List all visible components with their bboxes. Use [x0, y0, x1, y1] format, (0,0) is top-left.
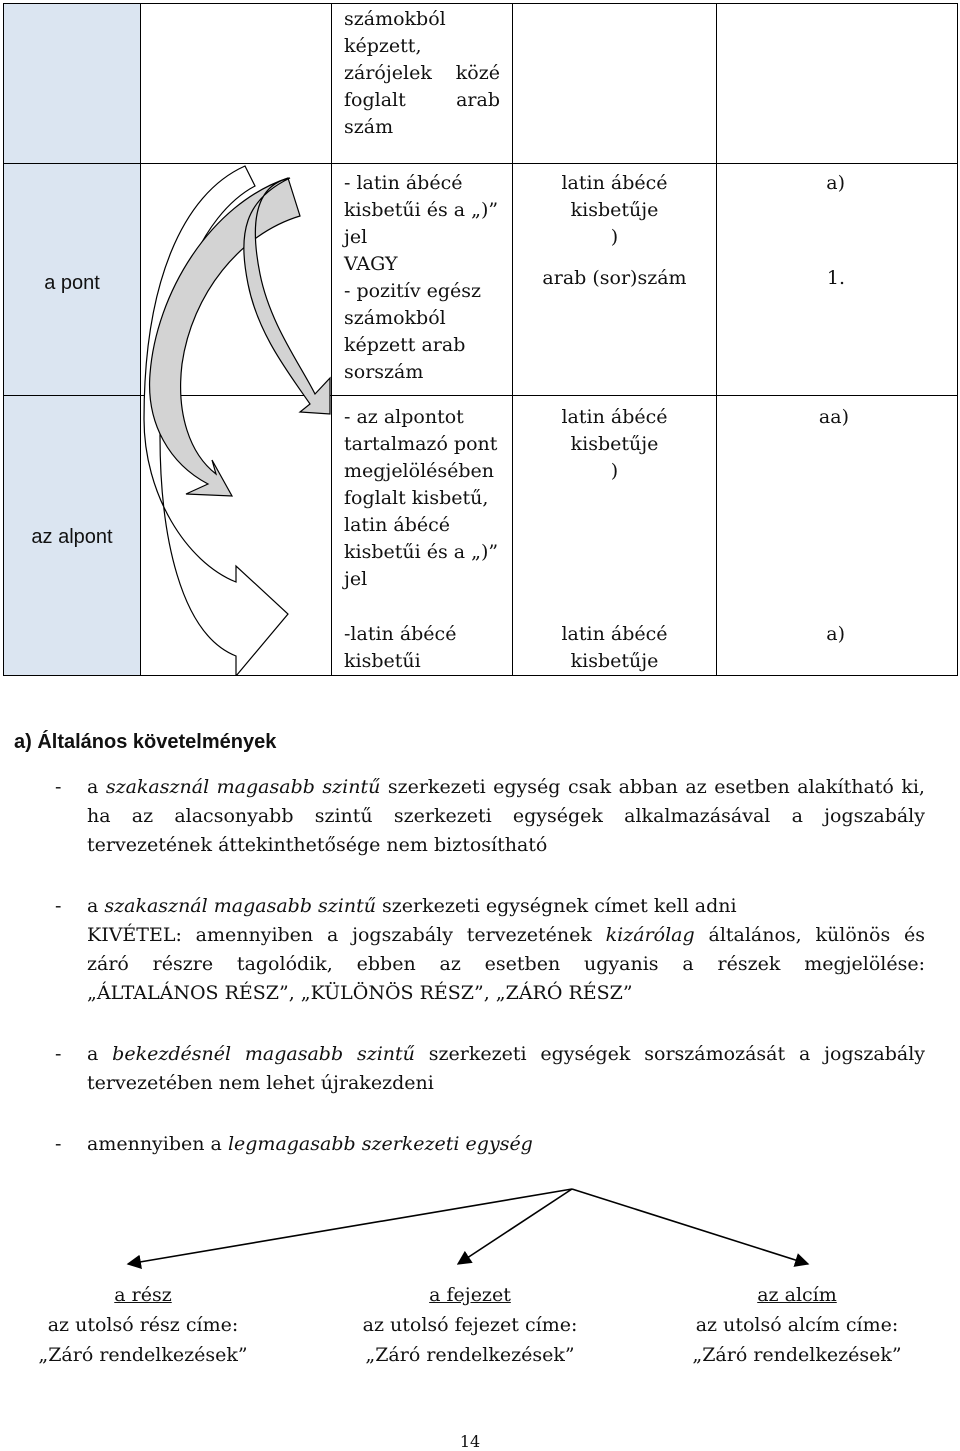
branch-line: „Záró rendelkezések” — [365, 1344, 575, 1366]
description-line: kisbetűi és a „)” — [344, 199, 499, 221]
bullet-item — [55, 1130, 925, 1159]
table-top-border — [3, 3, 958, 4]
row-0-description — [344, 6, 500, 141]
description-line: megjelölésében — [344, 460, 495, 482]
bullet-line — [87, 921, 925, 950]
arrow-right-icon — [572, 1189, 808, 1264]
description-line: jel — [344, 568, 368, 590]
branch-line: az utolsó fejezet címe: — [362, 1314, 578, 1336]
description-line: foglalt arab — [344, 89, 500, 111]
text-run: amennyiben a — [87, 1133, 228, 1155]
emphasis-run: szakasznál magasabb szintű — [105, 776, 381, 798]
branch-title-text: az alcím — [757, 1284, 837, 1306]
bullet-line — [87, 773, 925, 802]
section-heading: a) Általános követelmények — [14, 731, 277, 753]
row-3-example — [717, 621, 845, 648]
row-2-marker — [513, 404, 716, 485]
label-column-background — [4, 4, 140, 675]
bullet-dash: - — [55, 1043, 62, 1065]
bullet-line: tervezetének áttekinthetősége nem biztosítható — [87, 834, 548, 856]
description-line: számokból — [344, 8, 446, 30]
example-line: a) — [826, 623, 845, 645]
row-label-pont: a pont — [44, 272, 100, 294]
marker-line: kisbetűje — [570, 199, 659, 221]
marker-line: kisbetűje — [570, 433, 659, 455]
table-column-border — [716, 3, 717, 676]
description-line: számokból — [344, 307, 446, 329]
branch-title-text: a rész — [114, 1284, 172, 1306]
arrow-middle-icon — [458, 1189, 572, 1264]
bullet-item — [55, 1040, 925, 1098]
description-line: - latin ábécé — [344, 172, 463, 194]
row-3-marker — [513, 621, 716, 675]
row-2-description — [344, 404, 514, 593]
bullet-line: „ÁLTALÁNOS RÉSZ”, „KÜLÖNÖS RÉSZ”, „ZÁRÓ RÉSZ” — [87, 982, 633, 1004]
bullet-line: ha az alacsonyabb szintű szerkezeti egységek alkalmazásával a jogszabály — [87, 805, 925, 827]
table-left-border — [3, 3, 4, 676]
emphasis-run: legmagasabb szerkezeti egység — [227, 1133, 533, 1155]
branch-alcim — [662, 1280, 932, 1370]
description-line: tartalmazó pont — [344, 433, 498, 455]
bullet-item — [55, 773, 925, 860]
branch-fejezet — [335, 1280, 605, 1370]
description-line: zárójelek közé — [344, 62, 500, 84]
branch-title — [8, 1280, 278, 1310]
bullet-text — [87, 1040, 925, 1098]
description-line: képzett arab — [344, 334, 466, 356]
description-line: -latin ábécé — [344, 623, 457, 645]
row-1-example — [717, 170, 845, 292]
example-line: aa) — [818, 406, 849, 428]
branch-title — [335, 1280, 605, 1310]
bullet-dash: - — [55, 895, 62, 917]
bullet-dash: - — [55, 776, 62, 798]
text-run: szerkezeti egység csak abban az esetben alakítható ki, — [380, 776, 925, 798]
bullet-line: tervezetében nem lehet újrakezdeni — [87, 1072, 434, 1094]
branch-resz — [8, 1280, 278, 1370]
description-line: foglalt kisbetű, — [344, 487, 489, 509]
example-line: 1. — [826, 267, 845, 289]
bullet-line — [87, 1130, 925, 1159]
description-line: kisbetűi — [344, 650, 421, 672]
arrow-left-icon — [128, 1189, 572, 1264]
branch-line: az utolsó rész címe: — [47, 1314, 239, 1336]
description-line: jel — [344, 226, 368, 248]
page-number: 14 — [459, 1432, 481, 1451]
marker-line: kisbetűje — [570, 650, 659, 672]
bullet-line — [87, 1040, 925, 1069]
table-right-border — [957, 3, 958, 676]
marker-line: ) — [610, 226, 619, 248]
curved-arrow-graphic — [140, 164, 332, 676]
emphasis-run: szakasznál magasabb szintű — [104, 895, 376, 917]
row-3-description — [344, 621, 514, 675]
description-line: szám — [344, 116, 394, 138]
branch-line: „Záró rendelkezések” — [38, 1344, 248, 1366]
row-1-description — [344, 170, 514, 386]
marker-line: arab (sor)szám — [542, 267, 687, 289]
marker-line: latin ábécé — [561, 172, 668, 194]
bullet-text — [87, 773, 925, 860]
text-run: szerkezeti egységnek címet kell adni — [375, 895, 737, 917]
branch-line: „Záró rendelkezések” — [692, 1344, 902, 1366]
marker-line: latin ábécé — [561, 406, 668, 428]
text-run: a — [87, 776, 106, 798]
emphasis-run: kizárólag — [605, 924, 695, 946]
text-run: szerkezeti egységek sorszámozását a jogszabály — [414, 1043, 926, 1065]
marker-line: latin ábécé — [561, 623, 668, 645]
description-line: latin ábécé — [344, 514, 451, 536]
text-run: általános, különös és — [694, 924, 926, 946]
bullet-line — [87, 892, 925, 921]
text-run: a — [87, 1043, 113, 1065]
description-line: VAGY — [344, 253, 398, 275]
description-line: - az alpontot — [344, 406, 464, 428]
bullet-dash: - — [55, 1133, 62, 1155]
example-line: a) — [826, 172, 845, 194]
bullet-item — [55, 892, 925, 1008]
bullet-text — [87, 1130, 925, 1159]
row-label-alpont: az alpont — [31, 526, 113, 548]
branch-diagram — [0, 1180, 960, 1280]
bullet-line: záró részre tagolódik, ebben az esetben ugyanis a részek megjelölése: — [87, 953, 925, 975]
description-line: képzett, — [344, 35, 422, 57]
branch-line: az utolsó alcím címe: — [695, 1314, 899, 1336]
row-1-marker — [513, 170, 716, 292]
text-run: a — [87, 895, 105, 917]
description-line: - pozitív egész — [344, 280, 482, 302]
branch-title-text: a fejezet — [429, 1284, 511, 1306]
marker-line: ) — [610, 460, 619, 482]
bullet-text — [87, 892, 925, 1008]
branch-title — [662, 1280, 932, 1310]
description-line: kisbetűi és a „)” — [344, 541, 499, 563]
row-2-example — [717, 404, 849, 431]
emphasis-run: bekezdésnél magasabb szintű — [112, 1043, 415, 1065]
description-line: sorszám — [344, 361, 424, 383]
text-run: KIVÉTEL: amennyiben a jogszabály tervezetének — [87, 924, 606, 946]
